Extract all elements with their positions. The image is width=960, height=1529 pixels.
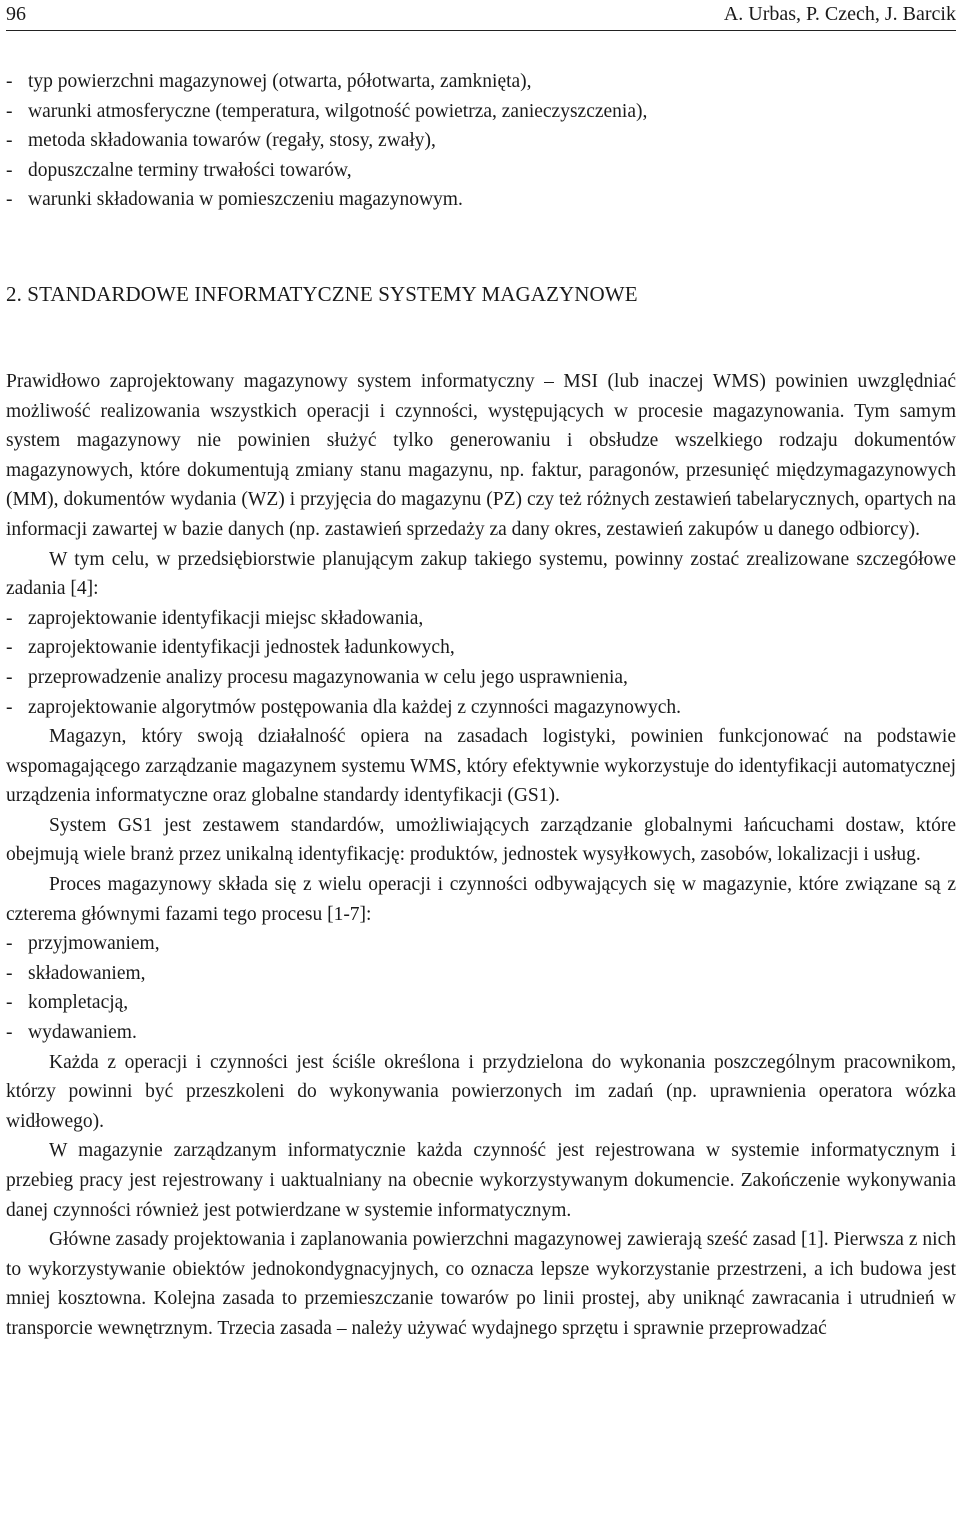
list-marker: - bbox=[6, 992, 13, 1014]
page-header bbox=[6, 0, 956, 31]
list-marker: - bbox=[6, 71, 13, 92]
list-item: - wydawaniem. bbox=[6, 1018, 956, 1048]
paragraph: Każda z operacji i czynności jest ściśle określona i przydzielona do wykonania poszczególnym pracownikom, którzy powinni być przeszkoleni do wykonywania powierzonych im zadań (np. uprawnienia operatora wózka widłowego). bbox=[6, 1051, 956, 1132]
paragraph: Główne zasady projektowania i zaplanowania powierzchni magazynowej zawierają sześć zasad [1]. Pierwsza z nich to wykorzystywanie obiektów jednokondygnacyjnych, co oznacza lepsze wykorzystanie przestrzeni, a ich budowa jest mniej kosztowna. Kolejna zasada to przemieszczanie towarów po linii prostej, aby uniknąć zawracania i utrudnień w transporcie wewnętrznym. Trzecia zasada – należy używać wydajnego sprzętu i sprawnie przeprowadzać bbox=[6, 1229, 956, 1339]
list-marker: - bbox=[6, 696, 13, 718]
list-marker: - bbox=[6, 607, 13, 629]
list-marker: - bbox=[6, 159, 13, 181]
list-item: - zaprojektowanie algorytmów postępowania dla każdej z czynności magazynowych. bbox=[6, 693, 956, 723]
list-item: - warunki atmosferyczne (temperatura, wilgotność powietrza, zanieczyszczenia), bbox=[6, 97, 956, 127]
list-marker: - bbox=[6, 666, 13, 688]
list-item: - zaprojektowanie identyfikacji jednostek ładunkowych, bbox=[6, 633, 956, 663]
list-item: - typ powierzchni magazynowej (otwarta, półotwarta, zamknięta), bbox=[6, 67, 956, 97]
list-item: - warunki składowania w pomieszczeniu magazynowym. bbox=[6, 185, 956, 215]
paragraph: W magazynie zarządzanym informatycznie każda czynność jest rejestrowana w systemie informatycznym i przebieg pracy jest rejestrowany i uaktualniany na obecnie wykorzystywanym dokumencie. Zakończenie wykonywania danej czynności również jest potwierdzane w systemie informatycznym. bbox=[6, 1140, 956, 1221]
running-head-authors: A. Urbas, P. Czech, J. Barcik bbox=[723, 3, 956, 25]
list-item: - przeprowadzenie analizy procesu magazynowania w celu jego usprawnienia, bbox=[6, 663, 956, 693]
section-heading: 2. STANDARDOWE INFORMATYCZNE SYSTEMY MAGAZYNOWE bbox=[6, 281, 638, 306]
paragraph: Proces magazynowy składa się z wielu operacji i czynności odbywających się w magazynie, które związane są z czterema głównymi fazami tego procesu [1-7]: bbox=[6, 874, 956, 925]
list-marker: - bbox=[6, 189, 13, 211]
list-item: - dopuszczalne terminy trwałości towarów, bbox=[6, 156, 956, 186]
list-item: - kompletacją, bbox=[6, 988, 956, 1018]
list-marker: - bbox=[6, 130, 13, 152]
list-marker: - bbox=[6, 100, 13, 122]
list-marker: - bbox=[6, 933, 13, 955]
paragraph: System GS1 jest zestawem standardów, umożliwiających zarządzanie globalnymi łańcuchami dostaw, które obejmują wiele branż przez unikalną identyfikację: produktów, jednostek wysyłkowych, zasobów, lokalizacji i usług. bbox=[6, 814, 956, 866]
list-marker: - bbox=[6, 1022, 13, 1044]
paragraph: W tym celu, w przedsiębiorstwie planującym zakup takiego systemu, powinny zostać zrealizowane szczegółowe zadania [4]: bbox=[6, 548, 956, 600]
section-body bbox=[6, 367, 956, 1344]
tasks-list bbox=[6, 604, 956, 722]
list-marker: - bbox=[6, 962, 13, 984]
paragraph: Prawidłowo zaprojektowany magazynowy system informatyczny – MSI (lub inaczej WMS) powinien uwzględniać możliwość realizowania wszystkich operacji i czynności, występujących w procesie magazynowania. Tym samym system magazynowy nie powinien służyć tylko generowaniu i obsłudze wszelkiego rodzaju dokumentów magazynowych, które dokumentują zmiany stanu magazynu, np. faktur, paragonów, przesunięć międzymagazynowych (MM), dokumentów wydania (WZ) i przyjęcia do magazynu (PZ) czy też różnych zestawień tabelarycznych, opartych na informacji zawartej w bazie danych (np. zastawień sprzedaży za dany okres, zestawień zakupów u danego odbiorcy). bbox=[6, 370, 956, 540]
list-item: - metoda składowania towarów (regały, stosy, zwały), bbox=[6, 126, 956, 156]
document-page bbox=[6, 0, 956, 1344]
list-item: - zaprojektowanie identyfikacji miejsc składowania, bbox=[6, 604, 956, 634]
page-number: 96 bbox=[6, 3, 26, 25]
list-item: - przyjmowaniem, bbox=[6, 929, 956, 959]
paragraph: Magazyn, który swoją działalność opiera na zasadach logistyki, powinien funkcjonować na podstawie wspomagającego zarządzanie magazynem systemu WMS, który efektywnie wykorzystuje do identyfikacji automatycznej urządzenia informatyczne oraz globalne standardy identyfikacji (GS1). bbox=[6, 726, 956, 807]
process-phases-list bbox=[6, 929, 956, 1047]
list-marker: - bbox=[6, 637, 13, 659]
list-item: - składowaniem, bbox=[6, 959, 956, 989]
warehouse-conditions-list bbox=[6, 67, 956, 215]
